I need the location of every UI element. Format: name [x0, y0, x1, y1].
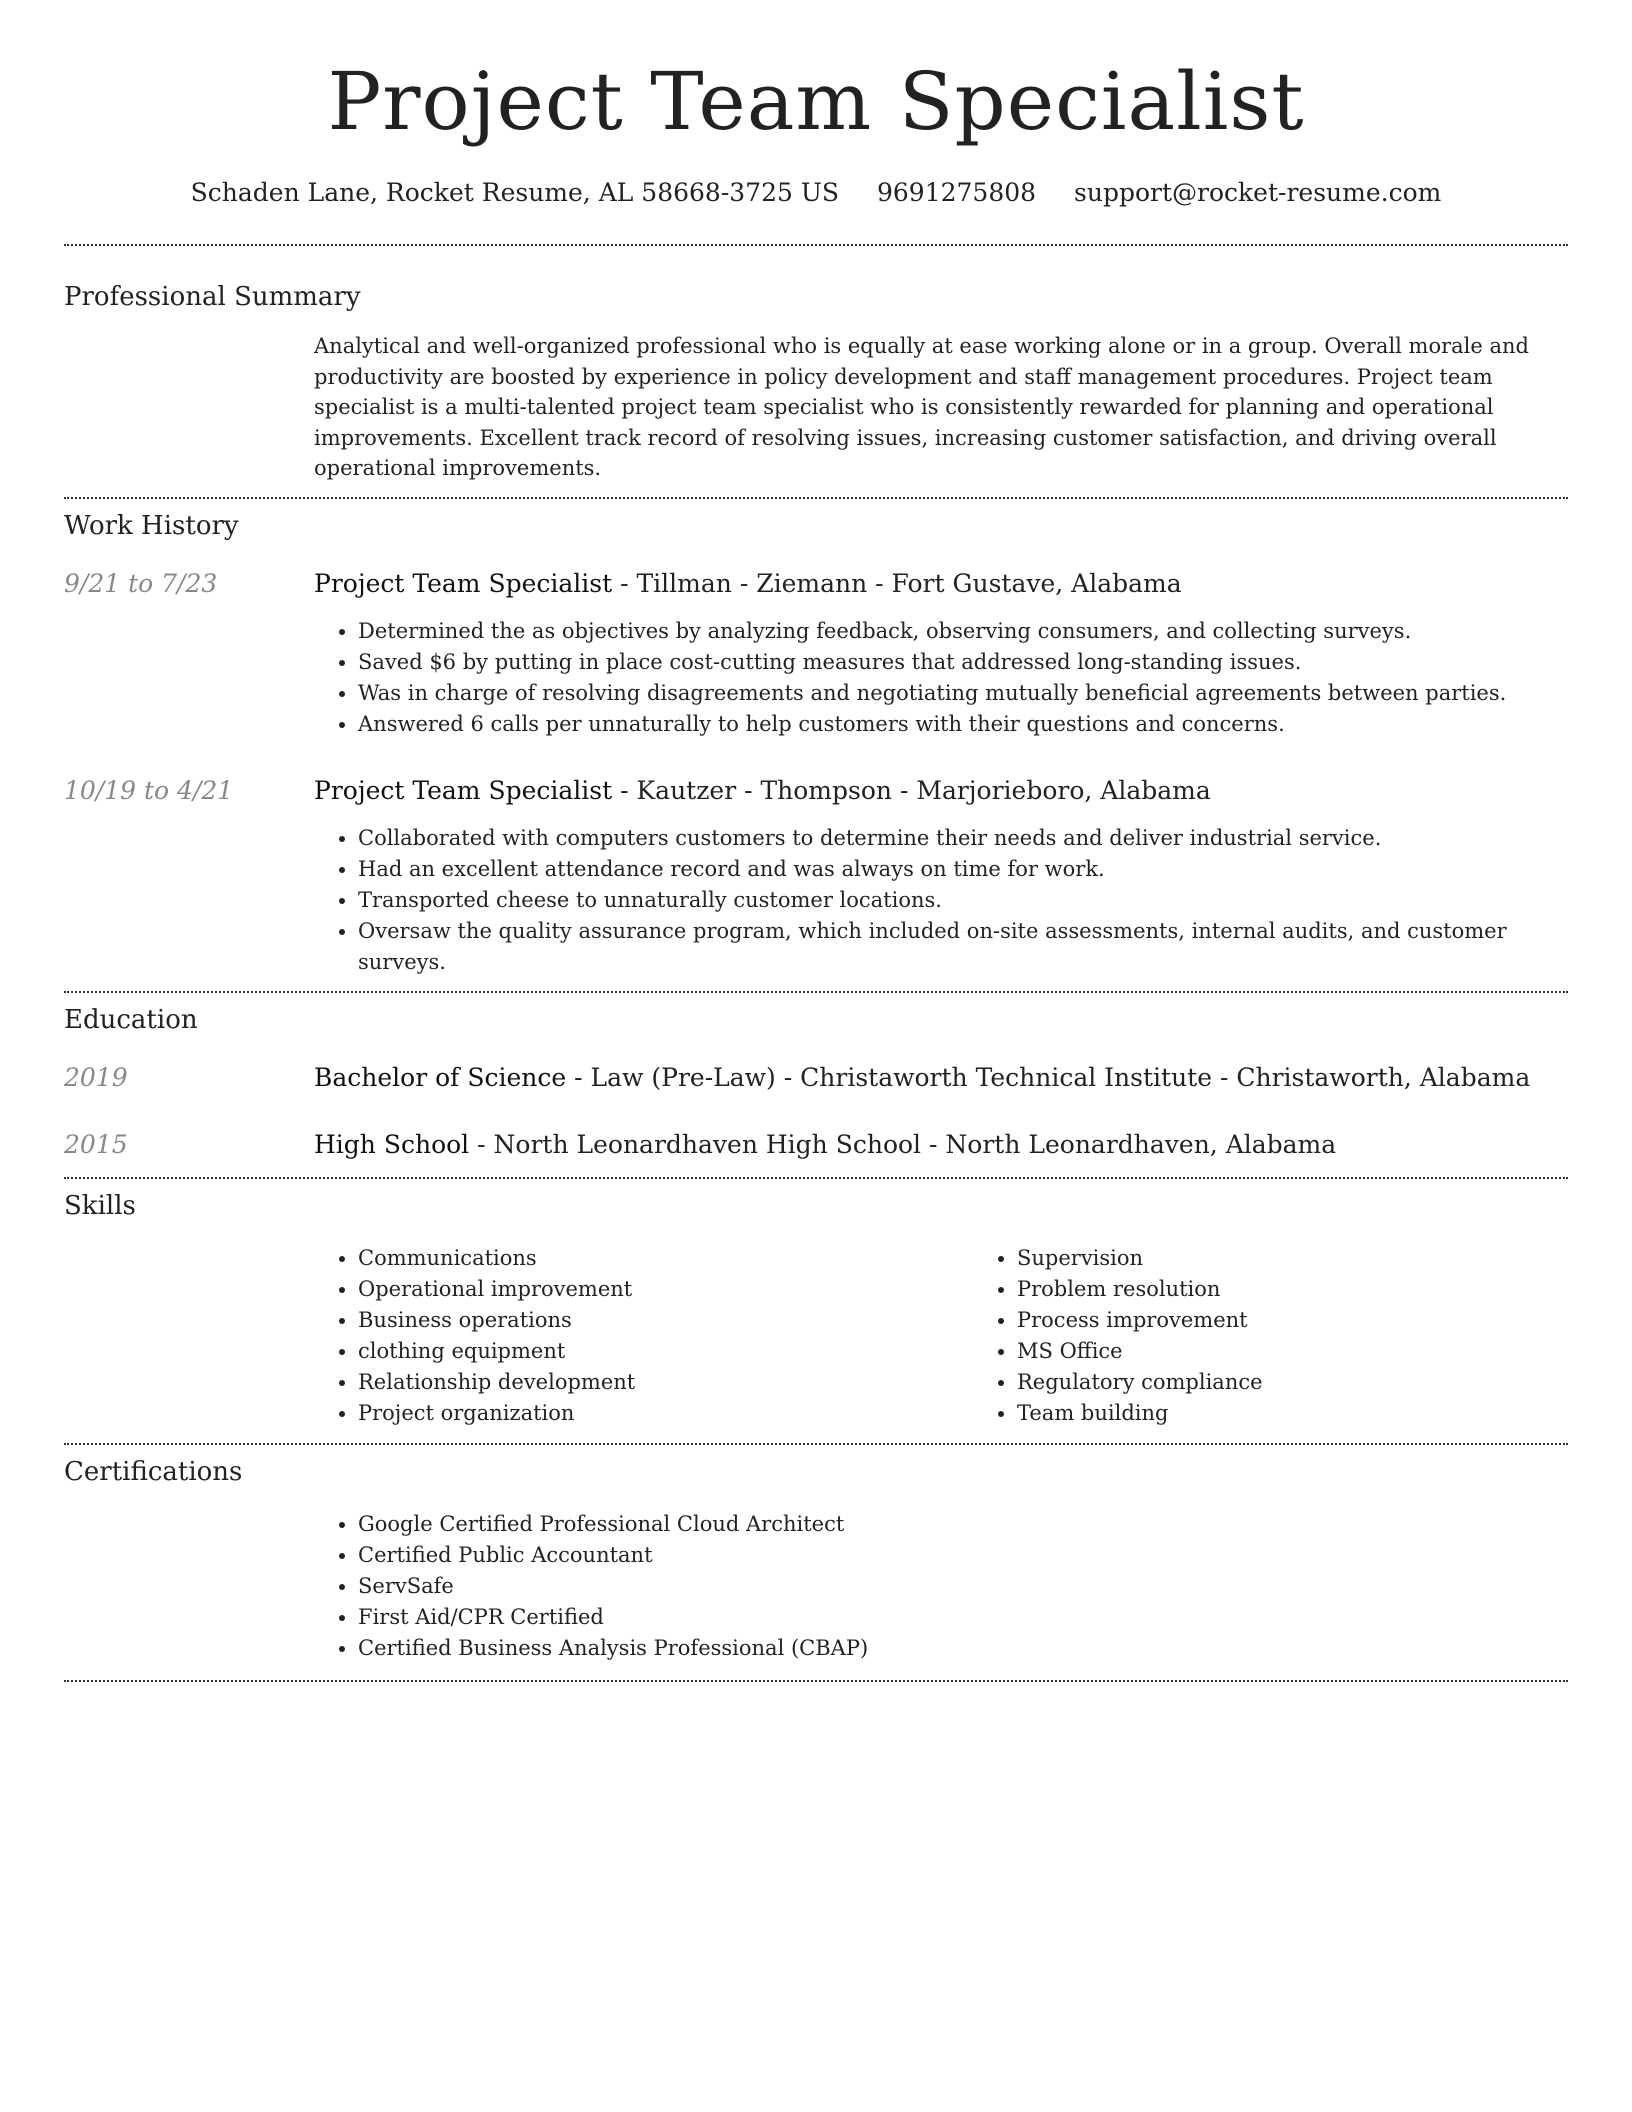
skill-item: • Problem resolution — [1017, 1274, 1632, 1305]
list-item: • Determined the as objectives by analyzing feedback, observing consumers, and collecting surveys. — [358, 616, 1568, 647]
skill-item: • Process improvement — [1017, 1305, 1632, 1336]
skill-item: • Project organization — [358, 1398, 973, 1429]
section-title-education: Education — [64, 1004, 198, 1035]
list-item: • Oversaw the quality assurance program, which included on-site assessments, internal audits, and customer surveys. — [358, 916, 1568, 978]
job-role: Project Team Specialist — [314, 568, 613, 598]
resume-header — [64, 0, 1568, 210]
skill-item: • Operational improvement — [358, 1274, 973, 1305]
certifications-section — [64, 1445, 1568, 1664]
skills-section — [64, 1179, 1568, 1429]
skill-item: • Supervision — [1017, 1243, 1632, 1274]
education-entry — [64, 1061, 1568, 1095]
section-title-skills: Skills — [64, 1190, 136, 1221]
job-details: - Kautzer - Thompson - Marjorieboro, Alabama — [612, 775, 1211, 805]
certification-item: • Google Certified Professional Cloud Architect — [358, 1509, 1568, 1540]
section-title-certifications: Certifications — [64, 1456, 243, 1487]
skill-item: • clothing equipment — [358, 1336, 973, 1367]
certification-item: • Certified Business Analysis Professional (CBAP) — [358, 1633, 1568, 1664]
email: support@rocket-resume.com — [1074, 178, 1442, 207]
list-item: • Collaborated with computers customers to determine their needs and deliver industrial service. — [358, 823, 1568, 854]
certifications-list — [314, 1509, 1568, 1664]
education-year: 2015 — [64, 1129, 128, 1159]
job-role: Project Team Specialist — [314, 775, 613, 805]
list-item: • Transported cheese to unnaturally customer locations. — [358, 885, 1568, 916]
list-item: • Had an excellent attendance record and was always on time for work. — [358, 854, 1568, 885]
skill-item: • Relationship development — [358, 1367, 973, 1398]
education-entry — [64, 1128, 1568, 1162]
summary-section — [64, 246, 1568, 484]
contact-line — [64, 176, 1568, 210]
work-history-section — [64, 499, 1568, 978]
job-bullets — [314, 616, 1568, 740]
section-title-summary: Professional Summary — [64, 282, 361, 312]
skill-item: • Business operations — [358, 1305, 973, 1336]
job-bullets — [314, 823, 1568, 978]
skill-item: • Regulatory compliance — [1017, 1367, 1632, 1398]
education-details: - North Leonardhaven High School - North Leonardhaven, Alabama — [469, 1129, 1337, 1159]
job-title — [314, 774, 1568, 808]
skills-column-right — [973, 1243, 1632, 1429]
job-entry — [64, 567, 1568, 740]
summary-text: Analytical and well-organized professional who is equally at ease working alone or in a group. Overall morale and productivity are boosted by experience in policy development and staff management procedures. Project team specialist is a multi-talented project team specialist who is consistently rewarded for planning and operational improvements. Excellent track record of resolving issues, increasing customer satisfaction, and driving overall operational improvements. — [314, 334, 1529, 480]
job-dates: 9/21 to 7/23 — [64, 568, 218, 598]
list-item: • Answered 6 calls per unnaturally to help customers with their questions and concerns. — [358, 709, 1568, 740]
job-entry — [64, 774, 1568, 978]
certification-item: • ServSafe — [358, 1571, 1568, 1602]
skill-item: • MS Office — [1017, 1336, 1632, 1367]
list-item: • Was in charge of resolving disagreements and negotiating mutually beneficial agreements between parties. — [358, 678, 1568, 709]
certification-item: • Certified Public Accountant — [358, 1540, 1568, 1571]
education-section — [64, 993, 1568, 1162]
education-degree: High School — [314, 1129, 470, 1159]
certification-item: • First Aid/CPR Certified — [358, 1602, 1568, 1633]
skill-item: • Team building — [1017, 1398, 1632, 1429]
section-title-work: Work History — [64, 510, 239, 541]
skill-item: • Communications — [358, 1243, 973, 1274]
job-details: - Tillman - Ziemann - Fort Gustave, Alabama — [612, 568, 1182, 598]
candidate-name: Project Team Specialist — [327, 55, 1305, 148]
skills-column-left — [314, 1243, 973, 1429]
list-item: • Saved $6 by putting in place cost-cutting measures that addressed long-standing issues. — [358, 647, 1568, 678]
education-details: - Law (Pre-Law) - Christaworth Technical Institute - Christaworth, Alabama — [566, 1062, 1531, 1092]
divider — [64, 1680, 1568, 1682]
education-year: 2019 — [64, 1062, 128, 1092]
education-degree: Bachelor of Science — [314, 1062, 567, 1092]
job-dates: 10/19 to 4/21 — [64, 775, 234, 805]
address: Schaden Lane, Rocket Resume, AL 58668-3725 US — [190, 178, 840, 207]
job-title — [314, 567, 1568, 601]
skills-list — [314, 1243, 1632, 1429]
phone: 9691275808 — [877, 178, 1037, 207]
